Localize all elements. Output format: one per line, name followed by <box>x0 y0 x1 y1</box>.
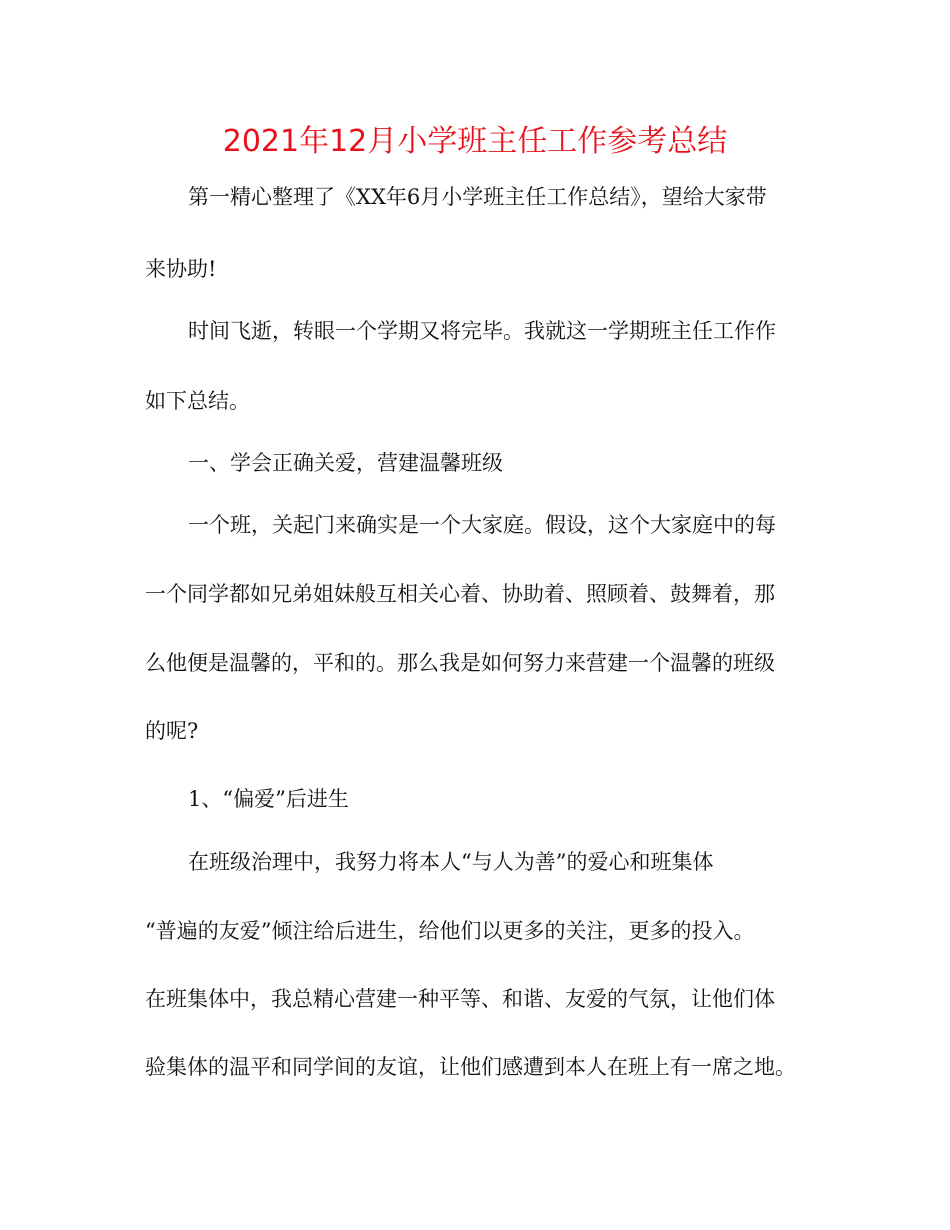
paragraph-line: 验集体的温平和同学间的友谊，让他们感遭到本人在班上有一席之地。 <box>145 1055 796 1079</box>
paragraph-line: “普遍的友爱”倾注给后进生，给他们以更多的关注，更多的投入。 <box>145 919 755 943</box>
document-title: 2021年12月小学班主任工作参考总结 <box>222 124 728 159</box>
paragraph-line: 的呢? <box>145 719 199 743</box>
paragraph-line: 如下总结。 <box>145 389 250 413</box>
paragraph-line: 么他便是温馨的，平和的。那么我是如何努力来营建一个温馨的班级 <box>145 651 775 675</box>
paragraph-line: 一个同学都如兄弟姐妹般互相关心着、协助着、照顾着、鼓舞着，那 <box>145 582 775 606</box>
paragraph-line: 在班集体中，我总精心营建一种平等、和谐、友爱的气氛，让他们体 <box>145 987 775 1011</box>
paragraph-line: 在班级治理中，我努力将本人“与人为善”的爱心和班集体 <box>188 850 714 874</box>
section-heading: 一、学会正确关爱，营建温馨班级 <box>188 451 503 475</box>
paragraph-line: 来协助! <box>145 257 217 281</box>
paragraph-line: 第一精心整理了《XX年6月小学班主任工作总结》，望给大家带 <box>188 185 767 209</box>
paragraph-line: 一个班，关起门来确实是一个大家庭。假设，这个大家庭中的每 <box>188 513 776 537</box>
subsection-heading: 1、“偏爱”后进生 <box>188 787 349 811</box>
paragraph-line: 时间飞逝，转眼一个学期又将完毕。我就这一学期班主任工作作 <box>188 319 776 343</box>
